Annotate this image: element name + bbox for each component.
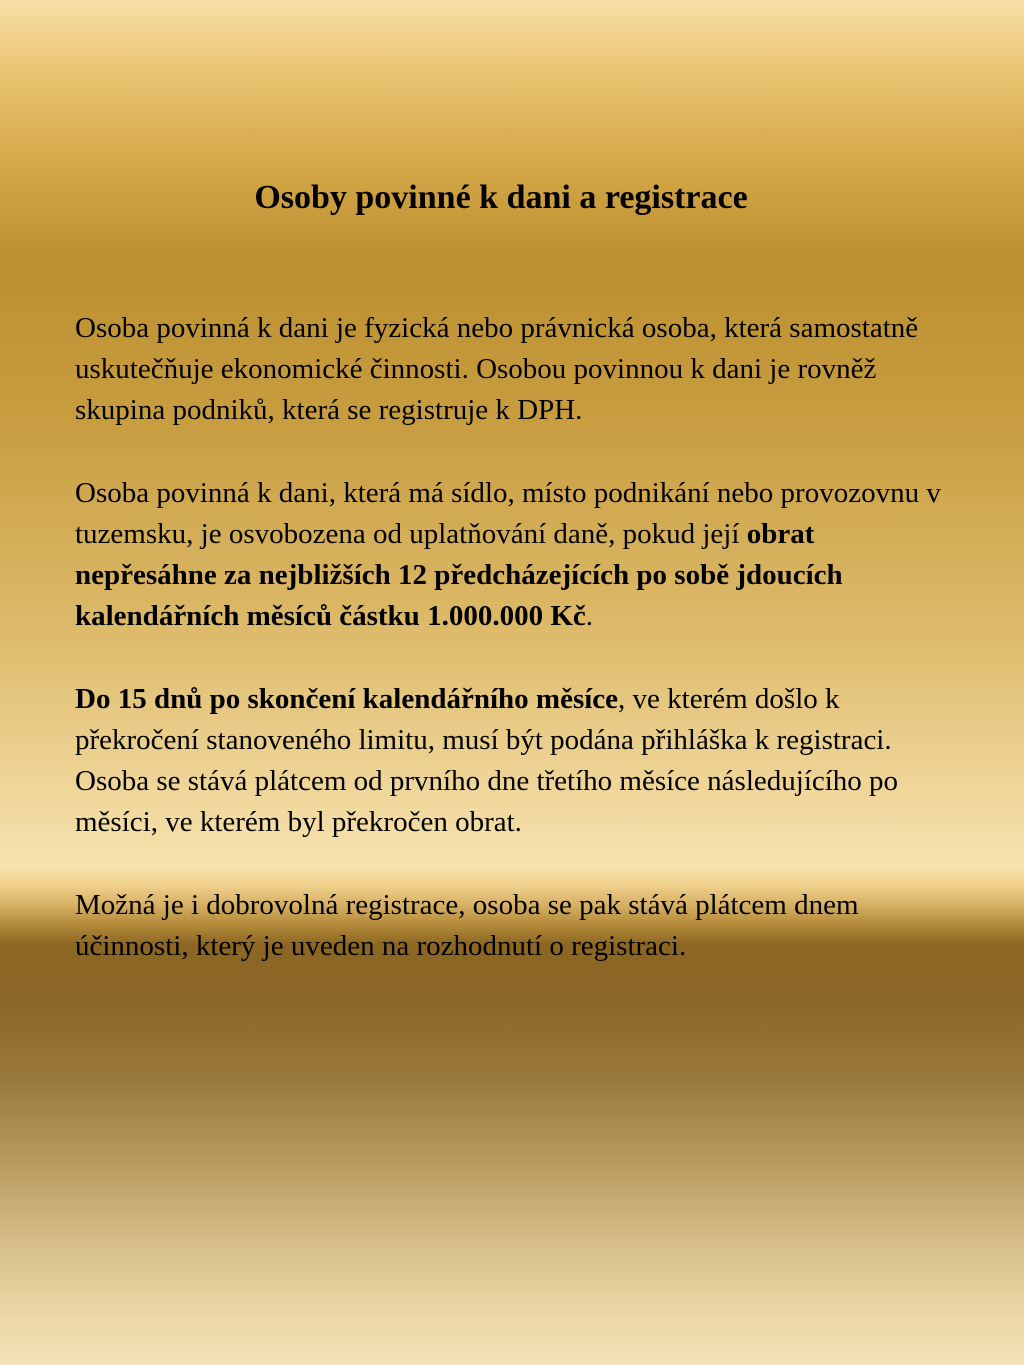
paragraph-deadline: [75, 679, 945, 843]
paragraph-voluntary-text: Možná je i dobrovolná registrace, osoba se pak stává plátcem dnem účinnosti, který je uveden na rozhodnutí o registraci.: [75, 889, 859, 962]
paragraph-exemption-text: Osoba povinná k dani, která má sídlo, místo podnikání nebo provozovnu v tuzemsku, je osvobozena od uplatňování daně, pokud její: [75, 477, 941, 550]
paragraph-exemption: [75, 473, 945, 637]
paragraph-exemption-bold: obrat nepřesáhne za nejbližších 12 předcházejících po sobě jdoucích kalendářních měsíců částku 1.000.000 Kč: [75, 518, 843, 632]
paragraph-deadline-bold: Do 15 dnů po skončení kalendářního měsíce: [75, 683, 619, 715]
paragraph-voluntary: [75, 885, 945, 967]
slide-title: Osoby povinné k dani a registrace: [254, 179, 748, 216]
paragraph-definition-text: Osoba povinná k dani je fyzická nebo právnická osoba, která samostatně uskutečňuje ekonomické činnosti. Osobou povinnou k dani je rovněž skupina podniků, která se registruje k DPH.: [75, 312, 919, 426]
slide-body: [75, 308, 945, 1009]
paragraph-exemption-end: .: [585, 600, 593, 632]
paragraph-deadline-text: , ve kterém došlo k překročení stanoveného limitu, musí být podána přihláška k registraci. Osoba se stává plátcem od prvního dne třetího měsíce následujícího po měsíci, ve kterém byl překročen obrat.: [75, 683, 899, 838]
paragraph-definition: [75, 308, 945, 431]
